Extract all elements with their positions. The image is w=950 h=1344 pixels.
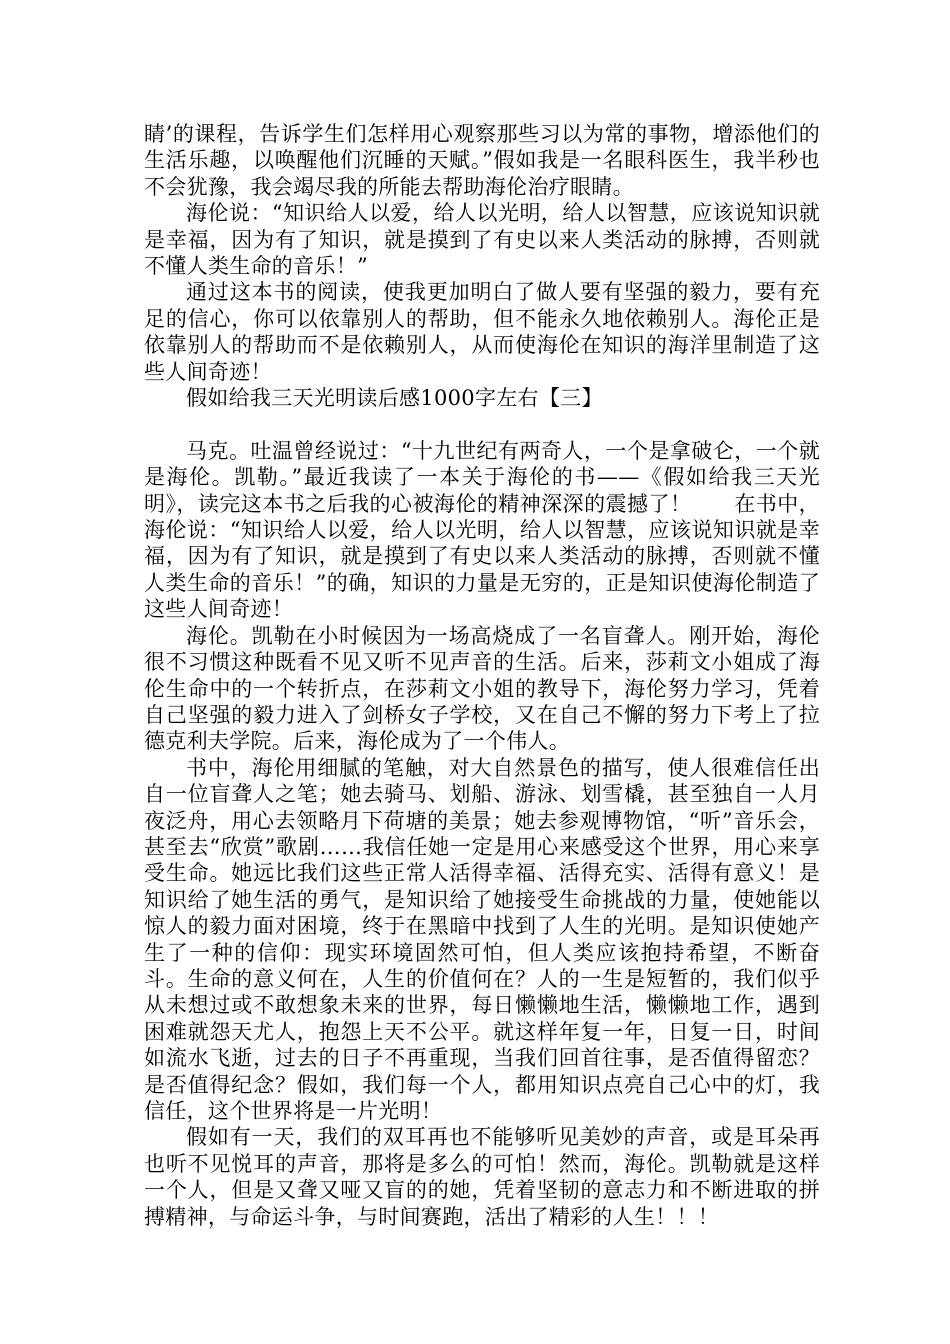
paragraph-helen-quote: 海伦说：“知识给人以爱，给人以光明，给人以智慧，应该说知识就是幸福，因为有了知识，就是摸到了有史以来人类活动的脉搏，否则就不懂人类生命的音乐！” <box>144 201 820 279</box>
blank-line <box>144 411 820 437</box>
paragraph-reading-reflection: 通过这本书的阅读，使我更加明白了做人要有坚强的毅力，要有充足的信心，你可以依靠别人的帮助，但不能永久地依赖别人。海伦正是依靠别人的帮助而不是依赖别人，从而使海伦在知识的海洋里制造了这些人间奇迹！ <box>144 280 820 384</box>
paragraph-mark-twain: 马克。吐温曾经说过：“十九世纪有两奇人，一个是拿破仑，一个就是海伦。凯勒。”最近我读了一本关于海伦的书——《假如给我三天光明》，读完这本书之后我的心被海伦的精神深深的震撼了！ 在书中，海伦说：“知识给人以爱，给人以光明，给人以智慧，应该说知识就是幸福，因为有了知识，就是摸到了有史以来人类活动的脉搏，否则就不懂人类生命的音乐！”的确，知识的力量是无穷的，正是知识使海伦制造了这些人间奇迹！ <box>144 438 820 622</box>
paragraph-continuation: 睛’的课程，告诉学生们怎样用心观察那些习以为常的事物，增添他们的生活乐趣，以唤醒他们沉睡的天赋。”假如我是一名眼科医生，我半秒也不会犹豫，我会竭尽我的所能去帮助海伦治疗眼睛。 <box>144 122 820 199</box>
paragraph-book-description: 书中，海伦用细腻的笔触，对大自然景色的描写，使人很难信任出自一位盲聋人之笔；她去骑马、划船、游泳、划雪橇，甚至独自一人月夜泛舟，用心去领略月下荷塘的美景；她去参观博物馆，“听”音乐会，甚至去“欣赏”歌剧……我信任她一定是用心来感受这个世界，用心来享受生命。她远比我们这些正常人活得幸福、活得充实、活得有意义！是知识给了她生活的勇气，是知识给了她接受生命挑战的力量，使她能以惊人的毅力面对困境，终于在黑暗中找到了人生的光明。是知识使她产生了一种的信仰：现实环境固然可怕，但人类应该抱持希望，不断奋斗。生命的意义何在，人生的价值何在？人的一生是短暂的，我们似乎从未想过或不敢想象未来的世界，每日懒懒地生活，懒懒地工作，遇到困难就怨天尤人，抱怨上天不公平。就这样年复一年，日复一日，时间如流水飞逝，过去的日子不再重现，当我们回首往事，是否值得留恋？是否值得纪念？假如，我们每一个人，都用知识点亮自己心中的灯，我信任，这个世界将是一片光明！ <box>144 755 820 1124</box>
document-body <box>144 121 820 1230</box>
paragraph-ending: 假如有一天，我们的双耳再也不能够听见美妙的声音，或是耳朵再也听不见悦耳的声音，那将是多么的可怕！然而，海伦。凯勒就是这样一个人，但是又聋又哑又盲的的她，凭着坚韧的意志力和不断进取的拼搏精神，与命运斗争，与时间赛跑，活出了精彩的人生！！！ <box>144 1125 820 1229</box>
paragraph-childhood: 海伦。凯勒在小时候因为一场高烧成了一名盲聋人。刚开始，海伦很不习惯这种既看不见又听不见声音的生活。后来，莎莉文小姐成了海伦生命中的一个转折点，在莎莉文小姐的教导下，海伦努力学习，凭着自己坚强的毅力进入了剑桥女子学校，又在自己不懈的努力下考上了拉德克利夫学院。后来，海伦成为了一个伟人。 <box>144 623 820 754</box>
section-title: 假如给我三天光明读后感1000字左右【三】 <box>186 386 603 411</box>
